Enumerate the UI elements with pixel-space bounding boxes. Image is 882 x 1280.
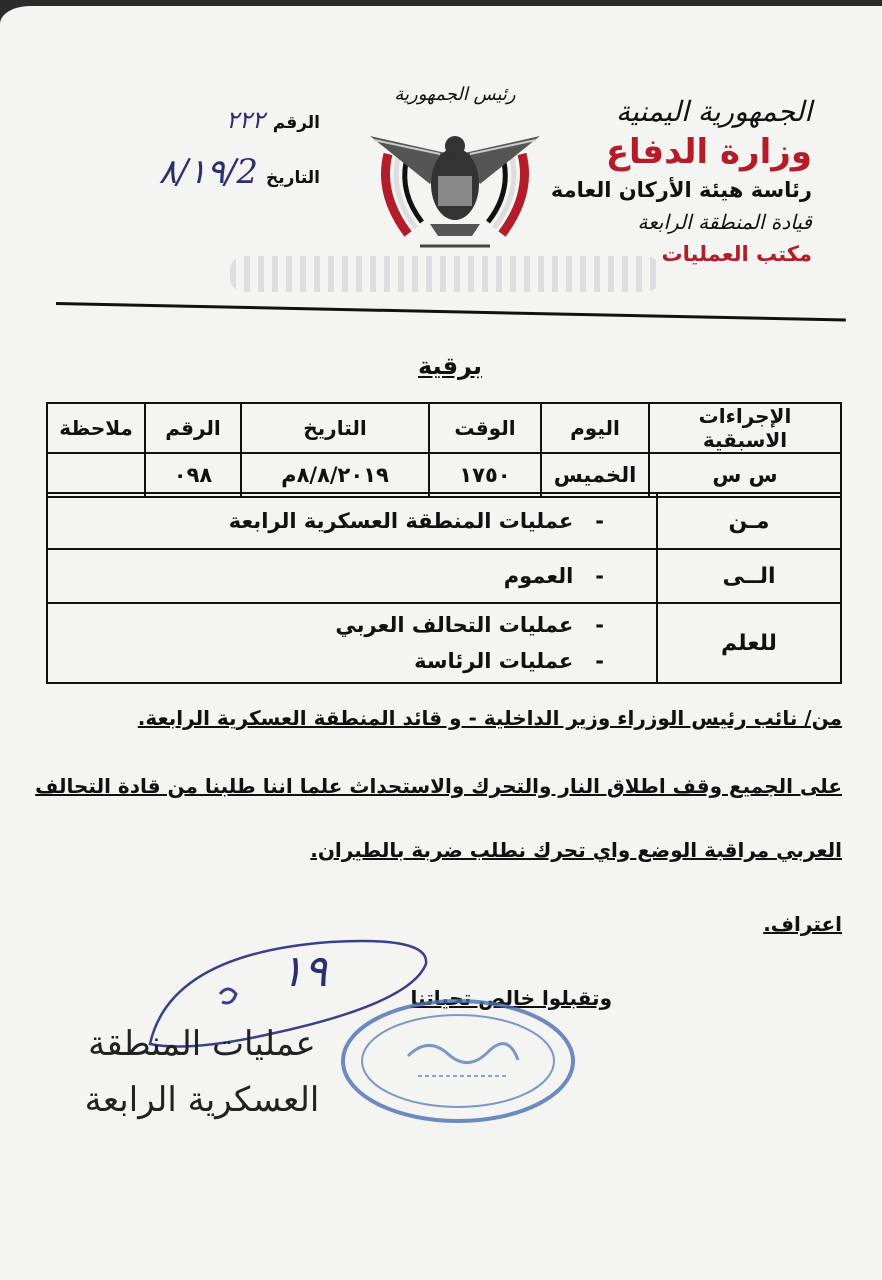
cc-value: عمليات التحالف العربي bbox=[335, 613, 574, 637]
to-value-cell bbox=[47, 549, 657, 603]
signature-block bbox=[72, 1016, 332, 1128]
header-notes: ملاحظة bbox=[47, 403, 145, 453]
from-value-cell bbox=[47, 493, 657, 549]
bullet-dash: - bbox=[595, 564, 604, 588]
header-number: الرقم bbox=[145, 403, 241, 453]
signature-line-1: عمليات المنطقة bbox=[88, 1024, 316, 1064]
header-day: اليوم bbox=[541, 403, 649, 453]
routing-row-to bbox=[47, 549, 841, 603]
cc-label: للعلم bbox=[657, 603, 841, 683]
header-prior-procedures: الإجراءات الاسبقية bbox=[649, 403, 841, 453]
to-value: العموم bbox=[503, 564, 574, 588]
handwritten-number: ١٩ bbox=[280, 946, 328, 997]
ministry-name: وزارة الدفاع bbox=[605, 132, 812, 172]
value-notes bbox=[47, 453, 145, 497]
value-date: ٨/٨/٢٠١٩م bbox=[241, 453, 429, 497]
value-number: ٠٩٨ bbox=[145, 453, 241, 497]
routing-table bbox=[46, 492, 842, 684]
header-divider bbox=[56, 302, 846, 322]
republic-name: الجمهورية اليمنية bbox=[615, 95, 812, 128]
message-metadata-table bbox=[46, 402, 842, 498]
national-emblem bbox=[360, 84, 550, 264]
reference-number-row bbox=[70, 106, 320, 134]
operations-office-name: مكتب العمليات bbox=[661, 242, 812, 266]
cc-value: عمليات الرئاسة bbox=[414, 649, 574, 673]
body-line-2: على الجميع وقف اطلاق النار والتحرك والاستحداث علما اننا طلبنا من قادة التحالف bbox=[35, 774, 842, 798]
seal-stamp-icon bbox=[338, 996, 578, 1126]
number-value: ٢٢٢ bbox=[226, 106, 265, 134]
region-command-name: قيادة المنطقة الرابعة bbox=[637, 210, 812, 234]
date-row bbox=[70, 152, 320, 192]
number-label: الرقم bbox=[272, 113, 320, 133]
document-page bbox=[0, 6, 882, 1280]
table-header-row bbox=[47, 403, 841, 453]
from-value: عمليات المنطقة العسكرية الرابعة bbox=[228, 509, 574, 533]
document-title: برقية bbox=[417, 352, 482, 380]
bullet-dash: - bbox=[595, 649, 604, 673]
signature-line-2: العسكرية الرابعة bbox=[84, 1080, 320, 1120]
body-line-3: العربي مراقبة الوضع واي تحرك نطلب ضربة بالطيران. bbox=[310, 838, 842, 862]
date-label: التاريخ bbox=[266, 168, 320, 188]
header-date: التاريخ bbox=[241, 403, 429, 453]
routing-row-cc bbox=[47, 603, 841, 683]
eagle-emblem-icon bbox=[360, 84, 550, 264]
general-staff-name: رئاسة هيئة الأركان العامة bbox=[550, 178, 812, 202]
closing-salutation: وتقبلوا خالص تحياتنا bbox=[410, 986, 612, 1010]
header-time: الوقت bbox=[429, 403, 541, 453]
acknowledge-line: اعتراف. bbox=[763, 912, 842, 936]
letterhead-left bbox=[70, 106, 320, 192]
value-time: ١٧٥٠ bbox=[429, 453, 541, 497]
value-prior-procedures: س س bbox=[649, 453, 841, 497]
bullet-dash: - bbox=[595, 613, 604, 637]
value-day: الخميس bbox=[541, 453, 649, 497]
official-stamp bbox=[338, 996, 578, 1126]
routing-row-from bbox=[47, 493, 841, 549]
from-label: مـن bbox=[657, 493, 841, 549]
cc-value-cell bbox=[47, 603, 657, 683]
bullet-dash: - bbox=[595, 509, 604, 533]
emblem-caption: رئيس الجمهورية bbox=[394, 84, 516, 105]
to-label: الــى bbox=[657, 549, 841, 603]
table-value-row bbox=[47, 453, 841, 497]
date-value: 2/٨/١٩ bbox=[158, 152, 259, 192]
faded-stamp-strip bbox=[230, 256, 660, 292]
body-line-1: من/ نائب رئيس الوزراء وزير الداخلية - و قائد المنطقة العسكرية الرابعة. bbox=[137, 706, 842, 730]
letterhead-right bbox=[512, 94, 812, 270]
